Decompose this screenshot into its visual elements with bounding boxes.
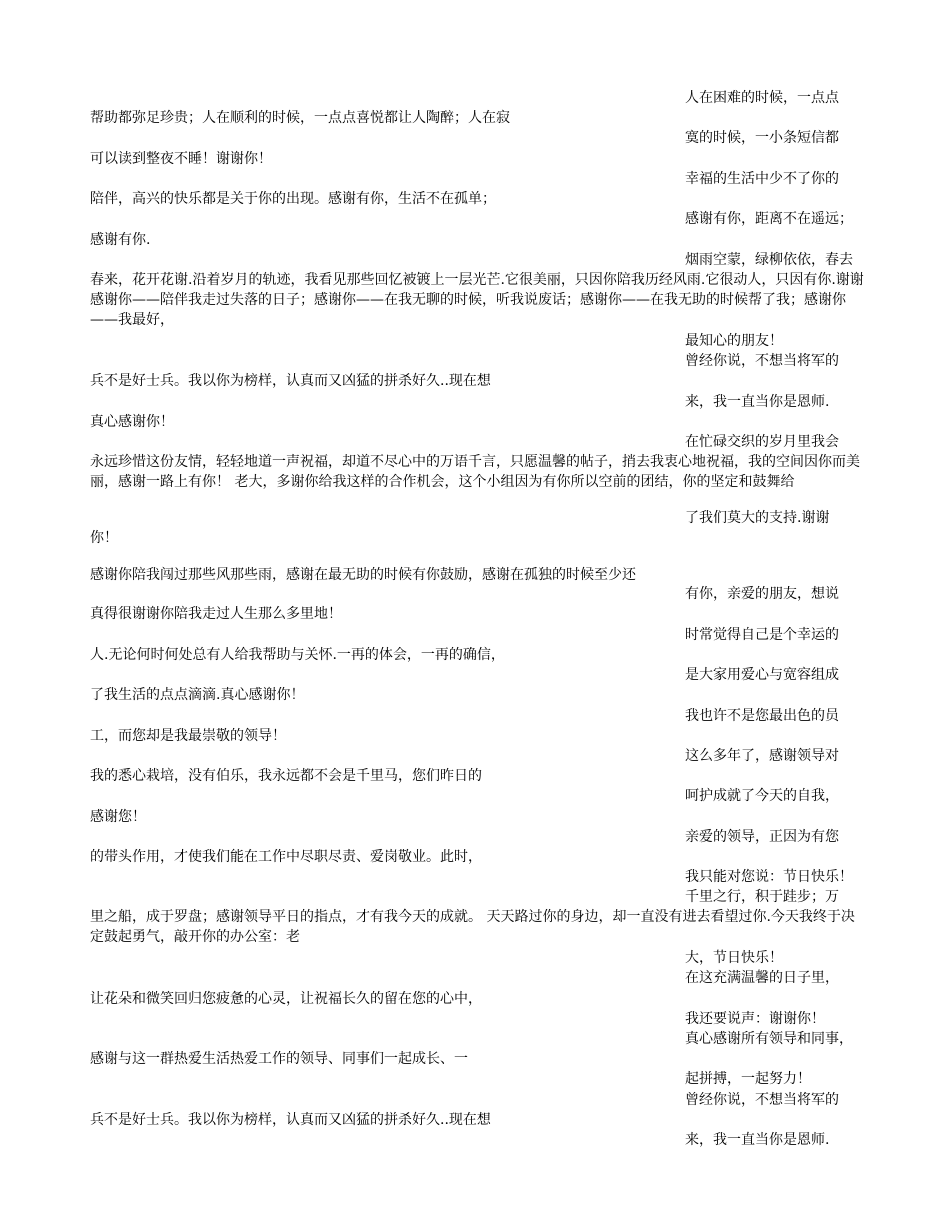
text-line: 来，我一直当你是恩师. [685,394,830,410]
text-line: 真得很谢谢你陪我走过人生那么多里地！ [90,606,342,622]
text-line: 人在困难的时候，一点点 [685,90,839,106]
text-line: 感谢有你. [90,232,151,248]
text-line: 有你，亲爱的朋友，想说 [685,586,839,602]
text-line: 帮助都弥足珍贵；人在顺利的时候，一点点喜悦都让人陶醉；人在寂 [90,110,510,126]
text-line: 感谢与这一群热爱生活热爱工作的领导、同事们一起成长、一 [90,1051,468,1067]
text-line: 真心感谢所有领导和同事， [685,1031,853,1047]
text-line: 感谢您！ [90,809,146,825]
text-line: 呵护成就了今天的自我， [685,788,839,804]
text-paragraph: 里之船，成于罗盘；感谢领导平日的指点，才有我今天的成就。 天天路过你的身边，却一直没有进去看望过你.今天我终于决定鼓起勇气，敲开你的办公室：老 [90,909,855,945]
text-line: 来，我一直当你是恩师. [685,1132,830,1148]
text-line: 我只能对您说：节日快乐！ [685,869,853,885]
text-line: 工，而您却是我最崇敬的领导！ [90,728,286,744]
text-line: 最知心的朋友！ [685,333,783,349]
text-line: 兵不是好士兵。我以你为榜样，认真而又凶猛的拼杀好久..现在想 [90,1112,491,1128]
text-line: 你！ [90,530,118,546]
text-line: 亲爱的领导，正因为有您 [685,829,839,845]
text-line: 让花朵和微笑回归您疲惫的心灵，让祝福长久的留在您的心中， [90,991,482,1007]
text-line: 了我生活的点点滴滴.真心感谢你！ [90,687,305,703]
text-line: 时常觉得自己是个幸运的 [685,627,839,643]
text-line: 在这充满温馨的日子里， [685,970,839,986]
text-line: 烟雨空蒙，绿柳依依，春去 [685,252,853,268]
text-line: 感谢有你，距离不在遥远； [685,211,853,227]
text-line: 大，节日快乐！ [685,950,783,966]
text-line: 起拼搏，一起努力！ [685,1071,811,1087]
text-line: 曾经你说，不想当将军的 [685,1092,839,1108]
text-line: 我也许不是您最出色的员 [685,708,839,724]
text-line: 的带头作用，才使我们能在工作中尽职尽责、爱岗敬业。此时， [90,849,482,865]
text-line: 真心感谢你！ [90,414,174,430]
text-line: 我的悉心栽培，没有伯乐，我永远都不会是千里马，您们昨日的 [90,768,482,784]
text-line: 我还要说声：谢谢你！ [685,1011,825,1027]
text-line: 感谢你陪我闯过那些风那些雨，感谢在最无助的时候有你鼓励，感谢在孤独的时候至少还 [90,567,636,583]
text-line: 曾经你说，不想当将军的 [685,353,839,369]
text-line: 这么多年了，感谢领导对 [685,748,839,764]
text-paragraph: 春来，花开花谢.沿着岁月的轨迹，我看见那些回忆被镀上一层光芒.它很美丽，只因你陪我历经风雨.它很动人，只因有你.谢谢感谢你——陪伴我走过失落的日子；感谢你——在我无聊的时候，听我说废话；感谢你——在我无助的时候帮了我；感谢你——我最好， [90,272,864,328]
text-line: 可以读到整夜不睡！谢谢你！ [90,151,272,167]
text-paragraph: 永远珍惜这份友情，轻轻地道一声祝福，却道不尽心中的万语千言，只愿温馨的帖子，捎去我衷心地祝福，我的空间因你而美丽，感谢一路上有你！ 老大，多谢你给我这样的合作机会，这个小组因为有你所以空前的团结，你的坚定和鼓舞给 [90,454,860,490]
text-line: 寞的时候，一小条短信都 [685,130,839,146]
text-line: 是大家用爱心与宽容组成 [685,667,839,683]
text-line: 人.无论何时何处总有人给我帮助与关怀.一再的体会，一再的确信， [90,647,505,663]
text-line: 了我们莫大的支持.谢谢 [685,510,830,526]
text-line: 千里之行，积于跬步；万 [685,889,839,905]
text-line: 陪伴，高兴的快乐都是关于你的出现。感谢有你，生活不在孤单； [90,191,496,207]
text-line: 幸福的生活中少不了你的 [685,171,839,187]
text-line: 兵不是好士兵。我以你为榜样，认真而又凶猛的拼杀好久..现在想 [90,373,491,389]
text-line: 在忙碌交织的岁月里我会 [685,434,839,450]
